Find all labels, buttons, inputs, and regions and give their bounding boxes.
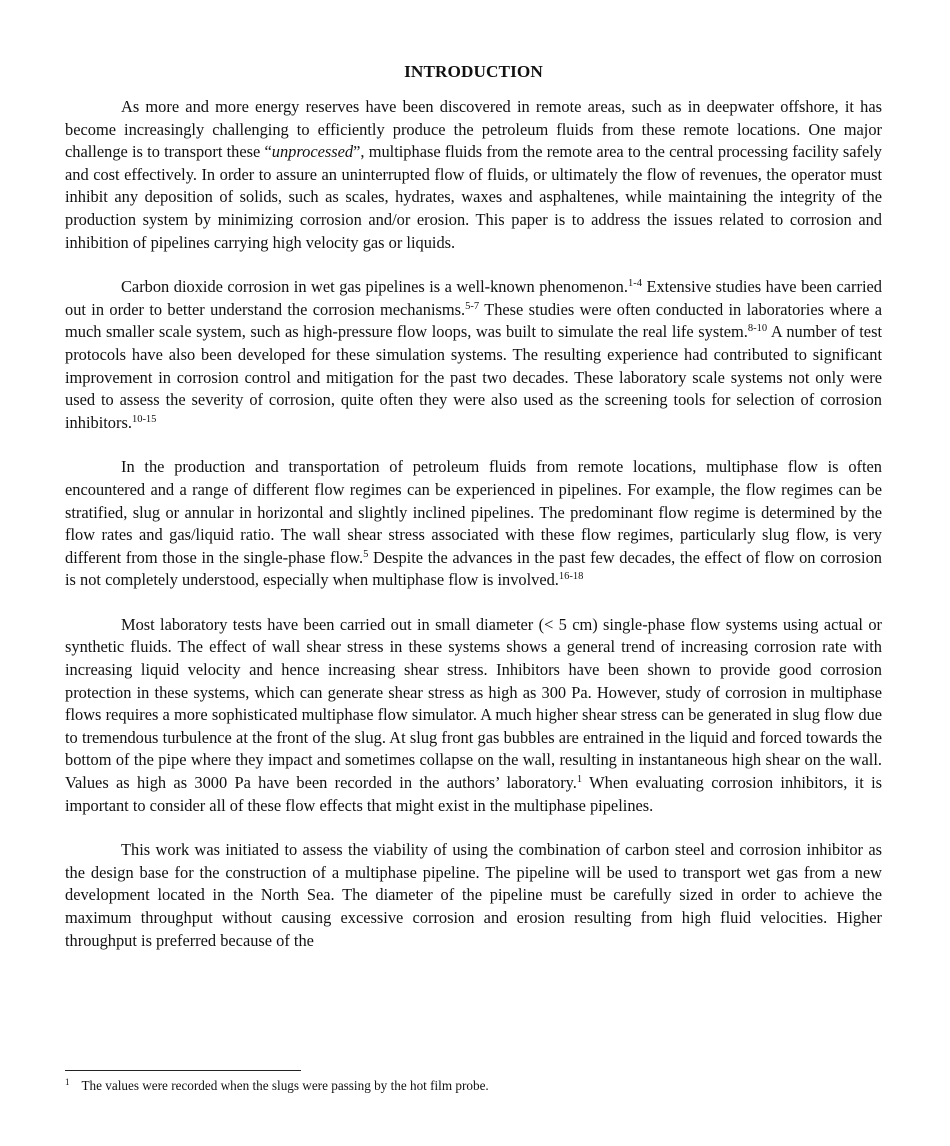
paragraph-3-text: In the production and transportation of petroleum fluids from remote locations, multiphase flow is often encountered and a range of different flow regimes can be experienced in pipelines. For example, the flow regimes can be stratified, slug or annular in horizontal and slightly inclined pipelines. The predominant flow regime is determined by the flow rates and gas/liquid ratio. The wall shear stress associated with these flow regimes, particularly slug flow, is very different from those in the single-phase flow. <box>65 457 882 567</box>
footnote-divider <box>65 1070 301 1071</box>
footnote <box>65 1077 489 1095</box>
paragraph-4-text: When evaluating corrosion inhibitors, it is important to consider all of these flow effects that might exist in the multiphase pipelines. <box>65 773 882 815</box>
citation-superscript: 5-7 <box>465 300 480 312</box>
citation-superscript: 16-18 <box>558 571 584 583</box>
paragraph-2-text: These studies were often conducted in laboratories where a much smaller scale system, such as high-pressure flow loops, was built to simulate the real life system. <box>65 299 882 342</box>
paragraph-4 <box>65 614 882 817</box>
footnote-marker: 1 <box>65 1076 70 1087</box>
citation-superscript: 8-10 <box>747 323 768 335</box>
paragraph-1-emphasis: unprocessed <box>271 142 354 162</box>
section-heading: INTRODUCTION <box>404 62 543 81</box>
paragraph-5-text: This work was initiated to assess the viability of using the combination of carbon steel and corrosion inhibitor as the design base for the construction of a multiphase pipeline. The pipeline will be used to transport wet gas from a new development located in the North Sea. The diameter of the pipeline must be carefully sized in order to achieve the maximum throughput without causing excessive corrosion and erosion resulting from high fluid velocities. Higher throughput is preferred because of the <box>65 840 882 950</box>
footnote-reference[interactable]: 1 <box>576 774 583 786</box>
footnote-text: The values were recorded when the slugs were passing by the hot film probe. <box>81 1078 489 1093</box>
paragraph-1 <box>65 96 882 254</box>
paragraph-1-text: ”, multiphase fluids from the remote area to the central processing facility safely and cost effectively. In order to assure an uninterrupted flow of fluids, or ultimately the flow of revenues, the operator must inhibit any deposition of solids, such as scales, hydrates, waxes and asphaltenes, while maintaining the integrity of the production system by minimizing corrosion and/or erosion. This paper is to address the issues related to corrosion and inhibition of pipelines carrying high velocity gas or liquids. <box>65 142 882 252</box>
paragraph-4-text: Most laboratory tests have been carried out in small diameter (< 5 cm) single-phase flow systems using actual or synthetic fluids. The effect of wall shear stress in these systems shows a general trend of increasing corrosion rate with increasing liquid velocity and hence increasing shear stress. Inhibitors have been shown to provide good corrosion protection in these systems, which can generate shear stress as high as 300 Pa. However, study of corrosion in multiphase flows requires a more sophisticated multiphase flow simulator. A much higher shear stress can be generated in slug flow due to tremendous turbulence at the front of the slug. At slug front gas bubbles are entrained in the liquid and forced towards the bottom of the pipe where they impact and sometimes collapse on the wall, resulting in instantaneous high shear on the wall. Values as high as 3000 Pa have been recorded in the authors’ laboratory. <box>65 614 882 793</box>
paragraph-2-text: Carbon dioxide corrosion in wet gas pipelines is a well-known phenomenon. <box>121 277 628 297</box>
paragraph-5 <box>65 839 882 952</box>
citation-superscript: 10-15 <box>131 413 157 425</box>
citation-superscript: 5 <box>363 548 369 560</box>
page-body <box>65 58 882 974</box>
paragraph-3 <box>65 456 882 592</box>
paragraph-2-text: A number of test protocols have also been developed for these simulation systems. The resulting experience had contributed to significant improvement in corrosion control and mitigation for the past two decades. These laboratory scale systems not only were used to assess the severity of corrosion, quite often they were also used as the screening tools for selection of corrosion inhibitors. <box>65 322 882 432</box>
paragraph-2 <box>65 276 882 434</box>
paragraph-2-text: Extensive studies have been carried out in order to better understand the corrosion mechanisms. <box>65 277 882 319</box>
paragraph-3-text: Despite the advances in the past few decades, the effect of flow on corrosion is not completely understood, especially when multiphase flow is involved. <box>65 547 882 590</box>
citation-superscript: 1-4 <box>627 278 642 290</box>
paragraph-1-text: As more and more energy reserves have been discovered in remote areas, such as in deepwater offshore, it has become increasingly challenging to efficiently produce the petroleum fluids from these remote locations. One major challenge is to transport these “ <box>65 97 882 162</box>
